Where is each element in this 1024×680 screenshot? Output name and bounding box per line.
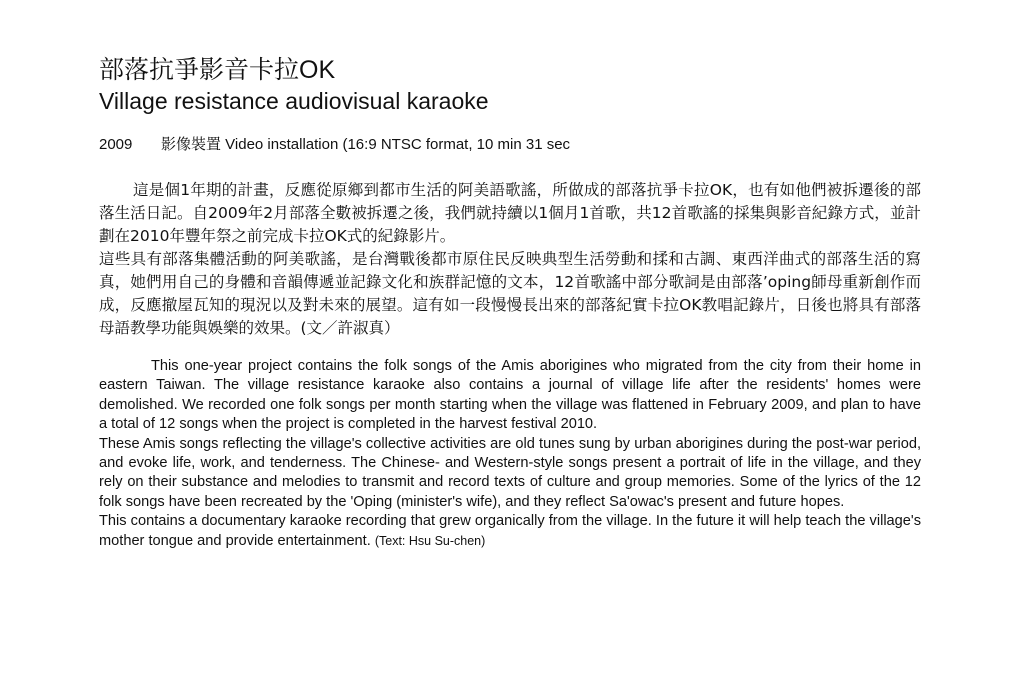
english-paragraph-final bbox=[99, 512, 921, 551]
document-page bbox=[99, 56, 921, 551]
artwork-meta bbox=[99, 136, 921, 154]
chinese-description bbox=[99, 179, 921, 340]
artwork-year: 2009 bbox=[99, 136, 133, 153]
english-paragraph-text: This contains a documentary karaoke recording that grew organically from the village. In the future it will help teach the village's mother tongue and provide entertainment. bbox=[99, 513, 921, 549]
artwork-medium: 影像裝置 Video installation (16:9 NTSC format, 10 min 31 sec bbox=[161, 136, 571, 153]
english-description bbox=[99, 357, 921, 551]
chinese-paragraph: 這些具有部落集體活動的阿美歌謠，是台灣戰後都市原住民反映典型生活勞動和揉和古調、東西洋曲式的部落生活的寫真，她們用自己的身體和音韻傳遞並記錄文化和族群記憶的文本，12首歌謠中部分歌詞是由部落’oping師母重新創作而成，反應撤屋瓦知的現況以及對未來的展望。這有如一段慢慢長出來的部落紀實卡拉OK教唱記錄片，日後也將具有部落母語教學功能與娛樂的效果。(文／許淑真） bbox=[99, 250, 921, 337]
chinese-paragraph: 這是個1年期的計畫，反應從原鄉到都市生活的阿美語歌謠，所做成的部落抗爭卡拉OK，也有如他們被拆遷後的部落生活日記。自2009年2月部落全數被拆遷之後，我們就持續以1個月1首歌，共12首歌謠的採集與影音紀錄方式，並計劃在2010年豐年祭之前完成卡拉OK式的紀錄影片。 bbox=[99, 181, 921, 245]
english-paragraph: These Amis songs reflecting the village's collective activities are old tunes sung by urban aborigines during the post-war period, and evoke life, work, and tenderness. The Chinese- and Western-style songs present a portrait of life in the village, and they rely on their substance and melodies to transmit and record texts of culture and group memories. Some of the lyrics of the 12 folk songs have been recreated by the 'Oping (minister's wife), and they reflect Sa'owac's present and future hopes. bbox=[99, 435, 921, 510]
english-paragraph: This one-year project contains the folk songs of the Amis aborigines who migrated from the city from their home in eastern Taiwan. The village resistance karaoke also contains a journal of village life after the residents' homes were demolished. We recorded one folk songs per month starting when the village was flattened in February 2009, and plan to have a total of 12 songs when the project is completed in the harvest festival 2010. bbox=[99, 358, 921, 433]
text-credit: (Text: Hsu Su-chen) bbox=[374, 533, 486, 548]
title-chinese: 部落抗爭影音卡拉OK bbox=[99, 56, 336, 84]
title-english: Village resistance audiovisual karaoke bbox=[99, 88, 489, 114]
